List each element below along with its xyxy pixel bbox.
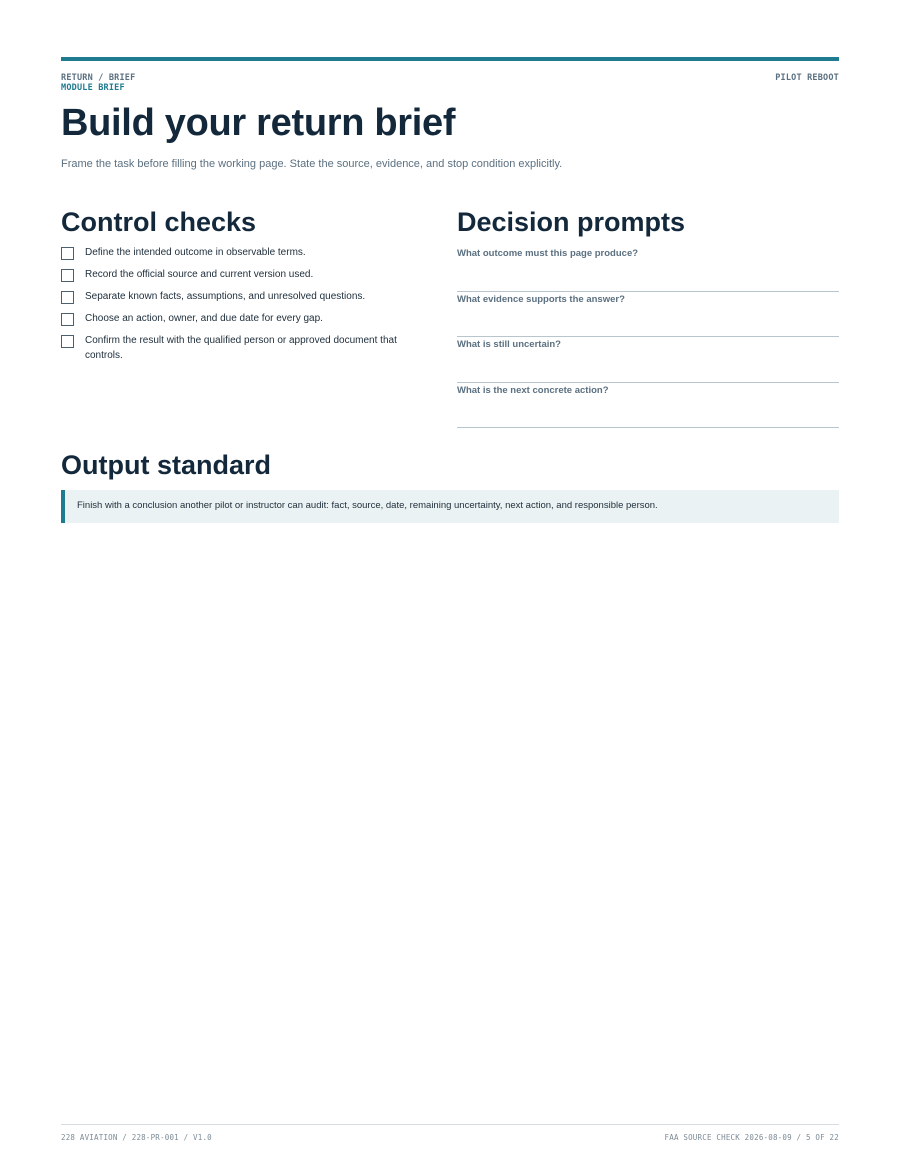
prompt-answer-line[interactable] — [457, 292, 839, 338]
prompt-label: What outcome must this page produce? — [457, 248, 639, 259]
prompt-label: What is still uncertain? — [457, 339, 561, 350]
output-standard-text: Finish with a conclusion another pilot or instructor can audit: fact, source, date, remaining uncertainty, next action, and responsible person. — [77, 500, 658, 511]
prompt-label: What evidence supports the answer? — [457, 293, 625, 305]
checkbox[interactable] — [61, 313, 74, 326]
prompt-answer-line[interactable] — [457, 383, 839, 429]
prompt-answer-line[interactable] — [457, 246, 839, 292]
control-checks-heading: Control checks — [61, 207, 257, 237]
checklist-item-text: Separate known facts, assumptions, and unresolved questions. — [85, 291, 366, 302]
checklist-item — [61, 333, 421, 363]
footer-page-info: FAA SOURCE CHECK 2026-08-09 / 5 OF 22 — [664, 1133, 839, 1142]
checklist-item — [61, 267, 421, 282]
checklist-item — [61, 311, 421, 326]
checklist-item — [61, 289, 421, 304]
output-standard-heading: Output standard — [61, 450, 271, 480]
top-accent-rule — [61, 57, 839, 61]
control-checks-list — [61, 245, 421, 370]
checkbox[interactable] — [61, 269, 74, 282]
checkbox[interactable] — [61, 291, 74, 304]
prompt-answer-line[interactable] — [457, 337, 839, 383]
footer-document-id: 228 AVIATION / 228-PR-001 / V1.0 — [61, 1133, 212, 1142]
checklist-item-text: Confirm the result with the qualified person or approved document that controls. — [85, 335, 397, 361]
output-standard-callout — [61, 490, 839, 523]
module-label: MODULE BRIEF — [61, 83, 125, 93]
program-label: PILOT REBOOT — [775, 73, 839, 83]
checkbox[interactable] — [61, 247, 74, 260]
decision-prompts-heading: Decision prompts — [457, 207, 686, 237]
checklist-item-text: Record the official source and current version used. — [85, 269, 314, 280]
checklist-item-text: Define the intended outcome in observable terms. — [85, 247, 306, 258]
checkbox[interactable] — [61, 335, 74, 348]
prompt-label: What is the next concrete action? — [457, 384, 609, 396]
header-breadcrumb-block — [61, 73, 135, 93]
page-title: Build your return brief — [61, 102, 456, 144]
checklist-item — [61, 245, 421, 260]
lead-paragraph: Frame the task before filling the working page. State the source, evidence, and stop condition explicitly. — [61, 158, 563, 170]
checklist-item-text: Choose an action, owner, and due date for every gap. — [85, 313, 323, 324]
breadcrumb: RETURN / BRIEF — [61, 73, 136, 83]
footer-rule — [61, 1124, 839, 1125]
decision-prompts-list — [457, 246, 839, 428]
